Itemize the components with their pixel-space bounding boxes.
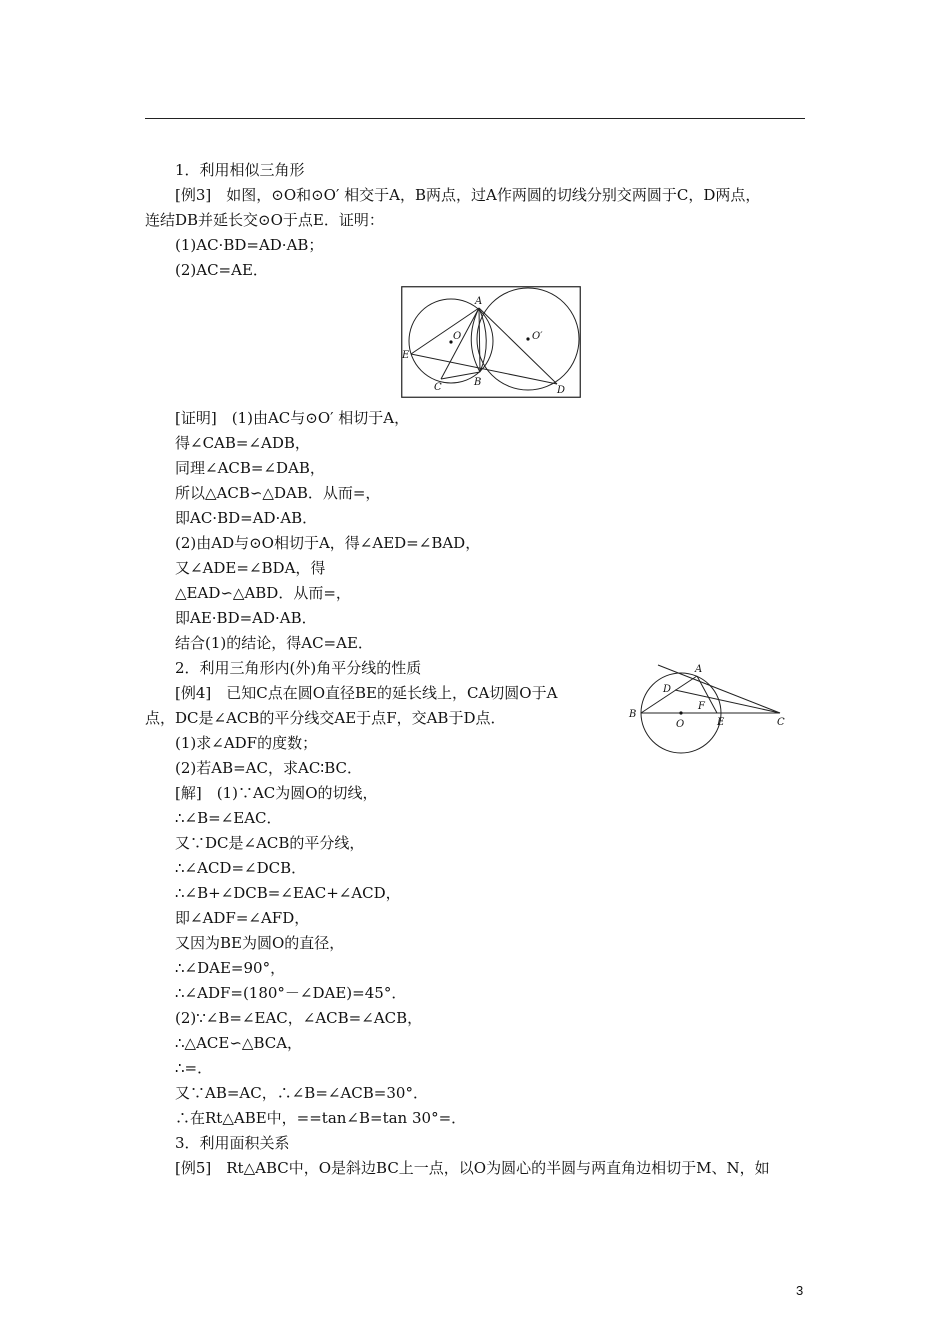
figure2-label: B [629,709,637,720]
text-line: (2)AC=AE． [175,261,268,279]
text-line: ∴∠B=∠EAC． [175,809,282,827]
text-line: 又因为BE为圆O的直径， [175,934,345,952]
text-line: ∴∠ADF=(180°－∠DAE)=45°． [175,984,407,1002]
text-line: (2)若AB=AC，求AC∶BC． [175,759,362,777]
text-line: 1．利用相似三角形 [175,161,305,179]
text-line: 所以△ACB∽△DAB．从而=， [175,484,381,502]
figure1-label: O′ [532,331,543,342]
text-line: 又∠ADE=∠BDA，得 [175,559,326,577]
text-line: [例4] 已知C点在圆O直径BE的延长线上，CA切圆O于A [175,684,558,702]
text-line: [证明] (1)由AC与⊙O′ 相切于A， [175,409,410,427]
figure2-label: A [695,664,703,675]
text-line: (1)AC·BD=AD·AB； [175,236,324,254]
text-line: 结合(1)的结论，得AC=AE． [175,634,373,652]
figure2-label: F [698,701,705,712]
text-line: [例3] 如图，⊙O和⊙O′ 相交于A，B两点，过A作两圆的切线分别交两圆于C，D两点， [175,186,761,204]
text-line: 点，DC是∠ACB的平分线交AE于点F，交AB于D点． [145,709,506,727]
page-number: 3 [796,1283,804,1298]
figure2-label: O [676,719,685,730]
figure1-label: B [474,377,482,388]
text-line: ∴∠DAE=90°， [175,959,286,977]
figure1-label: C [434,382,442,393]
text-line: 3．利用面积关系 [175,1134,290,1152]
figure1-label: O [453,331,462,342]
text-line: 得∠CAB=∠ADB， [175,434,310,452]
text-line: 连结DB并延长交⊙O于点E．证明： [145,211,384,229]
text-line: [例5] Rt△ABC中，O是斜边BC上一点，以O为圆心的半圆与两直角边相切于M、N，如 [175,1159,770,1177]
figure-tangent-circle [625,660,800,760]
text-line: 又∵DC是∠ACB的平分线， [175,834,365,852]
figure-two-circles [401,286,581,398]
figure1-label: D [557,385,566,396]
text-line: 又∵AB=AC，∴∠B=∠ACB=30°． [175,1084,428,1102]
text-line: 2．利用三角形内(外)角平分线的性质 [175,659,422,677]
text-line: 即∠ADF=∠AFD， [175,909,310,927]
text-line: 即AC·BD=AD·AB． [175,509,318,527]
figure1-label: A [475,296,483,307]
text-line: ∴∠B+∠DCB=∠EAC+∠ACD， [175,884,401,902]
figure2-label: C [777,717,785,728]
text-line: ∴△ACE∽△BCA， [175,1034,303,1052]
text-line: ∴在Rt△ABE中，==tan∠B=tan 30°=． [175,1109,467,1127]
text-line: (2)由AD与⊙O相切于A，得∠AED=∠BAD， [175,534,481,552]
text-line: 同理∠ACB=∠DAB， [175,459,325,477]
text-line: ∴=． [175,1059,213,1077]
text-line: [解] (1)∵AC为圆O的切线， [175,784,378,802]
header-rule [145,118,805,119]
figure1-label: E [402,350,410,361]
text-line: (2)∵∠B=∠EAC，∠ACB=∠ACB， [175,1009,423,1027]
text-line: △EAD∽△ABD．从而=， [175,584,351,602]
text-line: 即AE·BD=AD·AB． [175,609,317,627]
text-line: ∴∠ACD=∠DCB． [175,859,307,877]
figure2-label: E [717,717,725,728]
text-line: (1)求∠ADF的度数； [175,734,318,752]
figure2-label: D [663,684,672,695]
